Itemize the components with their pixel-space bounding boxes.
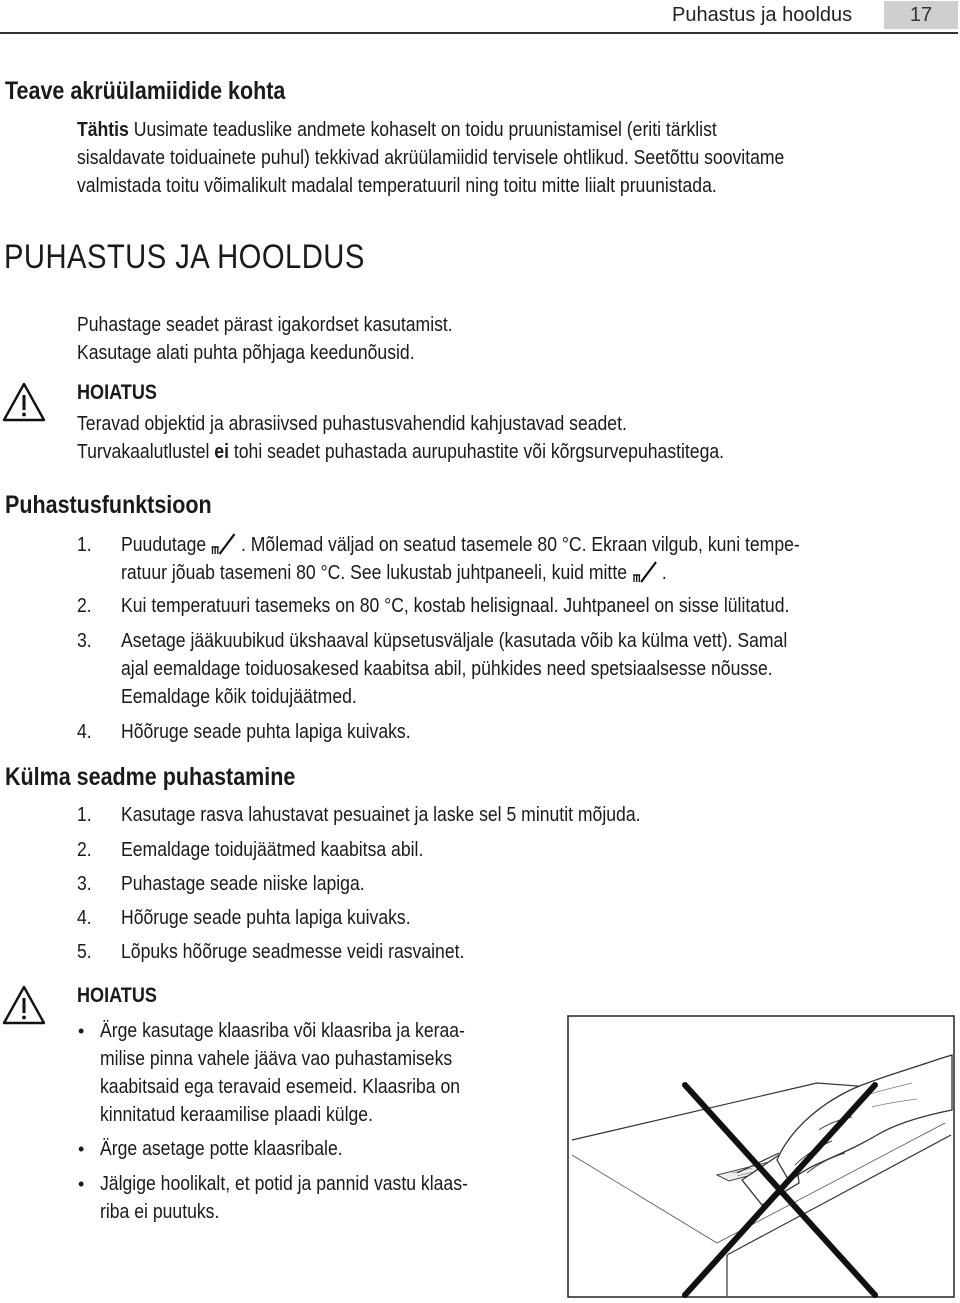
important-label: Tähtis [77,119,129,141]
acrylamide-heading: Teave akrüülamiidide kohta [5,77,286,105]
page-number: 17 [884,1,958,29]
function-step-3-line-1: Asetage jääkuubikud ükshaaval küpsetusväljale (kasutada võib ka külma vett). Samal [121,630,788,652]
warning-title-2: HOIATUS [77,984,157,1007]
warning-bullet-2: Ärge asetage potte klaasribale. [100,1138,343,1160]
step-number: 1. [77,804,92,826]
warning-bullet-1-line-4: kinnitatud keraamilise plaadi külge. [100,1104,373,1126]
acrylamide-line-1: Tähtis Uusimate teaduslike andmete kohaselt on toidu pruunistamisel (eriti tärklist [77,119,717,141]
cold-step-1: Kasutage rasva lahustavat pesuainet ja laske sel 5 minutit mõjuda. [121,804,641,826]
function-step-1-line-2: ratuur jõuab tasemeni 80 °C. See lukustab juhtpaneeli, kuid mitte . [121,559,667,587]
warning-bullet-3-line-2: riba ei puutuks. [100,1201,220,1223]
warning-bullet-1-line-1: Ärge kasutage klaasriba või klaasriba ja keraa- [100,1020,465,1042]
cleaning-function-icon [632,559,662,583]
function-step-3-line-2: ajal eemaldage toiduosakesed kaabitsa abil, pühkides need spetsiaalsesse nõusse. [121,658,773,680]
cold-step-5: Lõpuks hõõruge seadmesse veidi rasvainet. [121,941,465,963]
warning-line-1: Teravad objektid ja abrasiivsed puhastusvahendid kahjustavad seadet. [77,413,627,435]
function-step-3-line-3: Eemaldage kõik toidujäätmed. [121,686,357,708]
cleaning-function-icon [211,531,241,555]
cleaning-function-heading: Puhastusfunktsioon [5,491,212,519]
step-number: 4. [77,907,92,929]
warning-bullet-3-line-1: Jälgige hoolikalt, et potid ja pannid vastu klaas- [100,1173,468,1195]
header-section-title: Puhastus ja hooldus [672,4,853,26]
header-rule [0,32,958,34]
step-number: 5. [77,941,92,963]
bullet-dot: • [78,1021,85,1041]
cold-step-4: Hõõruge seade puhta lapiga kuivaks. [121,907,411,929]
bullet-dot: • [78,1174,85,1194]
warning-triangle-icon [2,382,46,422]
acrylamide-line-3: valmistada toitu võimalikult madalal temperatuuril ning toitu mitte liialt pruunistada. [77,175,717,197]
function-step-2: Kui temperatuuri tasemeks on 80 °C, kostab helisignaal. Juhtpaneel on sisse lülitatud. [121,595,790,617]
warning-line-2: Turvakaalutlustel ei tohi seadet puhastada aurupuhastite või kõrgsurvepuhastitega. [77,441,725,463]
function-step-4: Hõõruge seade puhta lapiga kuivaks. [121,721,411,743]
scraper-prohibited-illustration [567,1015,957,1300]
cleaning-intro-1: Puhastage seadet pärast igakordset kasutamist. [77,314,453,336]
cleaning-main-heading: PUHASTUS JA HOOLDUS [4,238,365,276]
step-number: 2. [77,595,92,617]
warning-triangle-icon [2,985,46,1025]
step-number: 2. [77,839,92,861]
step-number: 4. [77,721,92,743]
acrylamide-line-2: sisaldavate toiduainete puhul) tekkivad akrüülamiidid tervisele ohtlikud. Seetõttu soovitame [77,147,785,169]
step-number: 3. [77,630,92,652]
step-number: 3. [77,873,92,895]
cold-step-2: Eemaldage toidujäätmed kaabitsa abil. [121,839,424,861]
bullet-dot: • [78,1139,85,1159]
warning-title: HOIATUS [77,381,157,404]
cleaning-intro-2: Kasutage alati puhta põhjaga keedunõusid. [77,342,415,364]
warning-bullet-1-line-3: kaabitsaid ega teravaid esemeid. Klaasriba on [100,1076,461,1098]
cold-cleaning-heading: Külma seadme puhastamine [5,763,296,791]
step-number: 1. [77,534,92,556]
cold-step-3: Puhastage seade niiske lapiga. [121,873,365,895]
warning-bullet-1-line-2: milise pinna vahele jääva vao puhastamiseks [100,1048,453,1070]
function-step-1-line-1: Puudutage . Mõlemad väljad on seatud tasemele 80 °C. Ekraan vilgub, kuni tempe- [121,531,800,559]
